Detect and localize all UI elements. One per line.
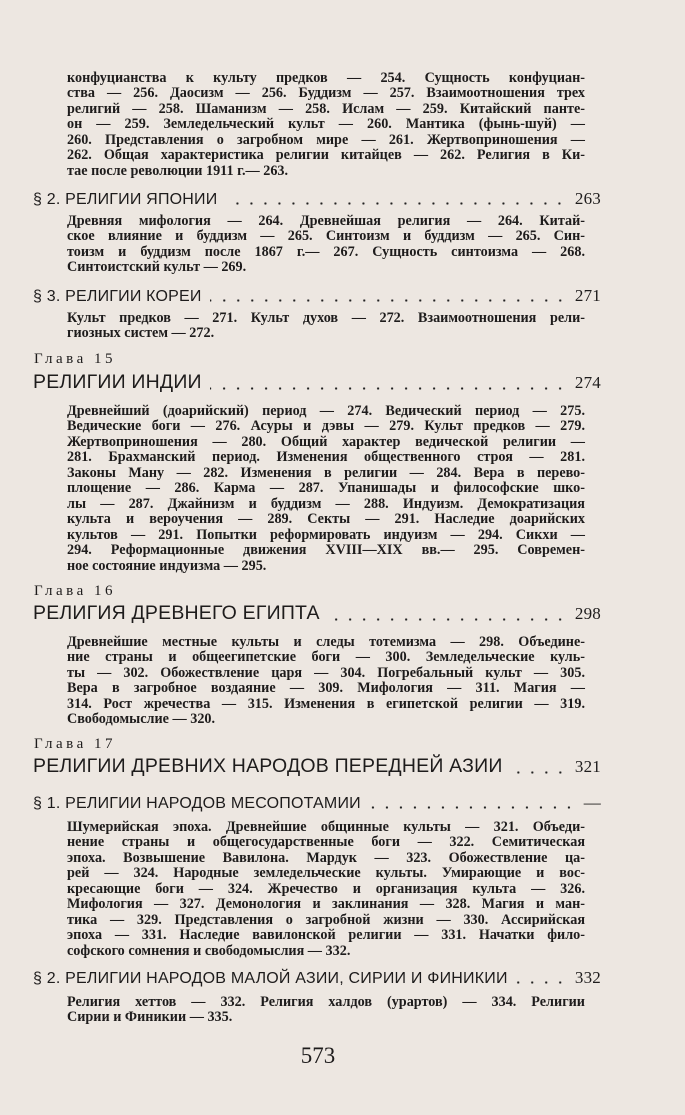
text-line: гиозных систем — 272. [67, 325, 215, 342]
text-line: Древнейшие местные культы и следы тотемизма — 298. Объедине- [67, 634, 585, 650]
text-line: эпоха — 331. Наследие вавилонской религии — 331. Начатки фило- [67, 927, 585, 944]
toc-entry-mesopotamia[interactable] [33, 793, 601, 813]
text-line: тоизм и буддизм после 1867 г.— 267. Сущность синтоизма — 268. [67, 243, 585, 260]
text-line: ства — 256. Даосизм — 256. Буддизм — 257. Взаимоотношения трех [67, 85, 585, 102]
dot-leader [369, 806, 576, 809]
text-line: 314. Рост жречества — 315. Изменения в египетской религии — 319. [67, 695, 585, 712]
entry-page: 298 [574, 604, 601, 623]
text-line: культов — 291. Попытки реформировать индуизм — 294. Сикхи — [67, 526, 585, 543]
toc-entry-japan[interactable] [33, 189, 601, 209]
chapter-label-16: Глава 16 [34, 583, 116, 599]
text-line: Ведические боги — 276. Асуры и дэвы — 279. Культ предков — 279. [67, 418, 585, 435]
text-line: тика — 329. Представления о загробной жизни — 330. Ассирийская [67, 911, 585, 928]
entry-page: 263 [574, 189, 601, 208]
entry-page: 332 [574, 968, 601, 987]
toc-entry-india[interactable] [33, 371, 601, 394]
dot-leader [225, 202, 566, 205]
entry-label: РЕЛИГИИ ИНДИИ [33, 371, 202, 393]
text-line: тае после революции 1911 г.— 263. [67, 162, 289, 179]
text-line: эпоха. Возвышение Вавилона. Мардук — 323. Обожествление ца- [67, 849, 585, 866]
text-line: нение страны и общегосударственные боги — 322. Семитическая [67, 834, 585, 851]
text-line: Культ предков — 271. Культ духов — 272. Взаимоотношения рели- [67, 310, 585, 326]
entry-label: РЕЛИГИИ ДРЕВНИХ НАРОДОВ ПЕРЕДНЕЙ АЗИИ [33, 755, 503, 777]
text-line: ское влияние и буддизм — 265. Синтоизм и буддизм — 265. Син- [67, 228, 585, 245]
entry-page: 321 [574, 757, 601, 776]
text-line: ние страны и общеегипетские боги — 300. Земледельческие куль- [67, 649, 585, 666]
toc-description-egypt [67, 635, 585, 728]
text-line: лы — 287. Джайнизм и буддизм — 288. Индуизм. Демократизация [67, 495, 585, 512]
chapter-label-15: Глава 15 [34, 351, 116, 367]
text-line: ты — 302. Обожествление царя — 304. Погребальный культ — 305. [67, 664, 585, 681]
dot-leader [511, 771, 567, 774]
entry-label: § 2. РЕЛИГИИ ЯПОНИИ [33, 191, 218, 208]
text-line: Древнейший (доарийский) период — 274. Ведический период — 275. [67, 403, 585, 419]
text-line: Свободомыслие — 320. [67, 711, 216, 728]
toc-description-china [67, 71, 585, 179]
text-line: Синтоистский культ — 269. [67, 259, 247, 276]
text-line: Законы Ману — 282. Изменения в религии — 284. Вера в перево- [67, 464, 585, 481]
text-line: культа и вероучения — 289. Секты — 291. Наследие доарийских [67, 511, 585, 528]
text-line: площение — 286. Карма — 287. Упанишады и философские шко- [67, 480, 585, 497]
text-line: софского сомнения и свободомыслия — 332. [67, 942, 351, 959]
text-line: Древняя мифология — 264. Древнейшая религия — 264. Китай- [67, 213, 585, 229]
toc-entry-egypt[interactable] [33, 602, 601, 625]
dot-leader [516, 981, 567, 984]
text-line: Религия хеттов — 332. Религия халдов (урартов) — 334. Религии [67, 994, 585, 1010]
text-line: религий — 258. Шаманизм — 258. Ислам — 259. Китайский панте- [67, 100, 585, 117]
text-line: 260. Представления о загробном мире — 261. Жертвоприношения — [67, 131, 585, 148]
text-line: 262. Общая характеристика религии китайцев — 262. Религия в Ки- [67, 147, 585, 164]
entry-page: — [583, 793, 601, 812]
entry-page: 271 [574, 286, 601, 305]
text-line: 294. Реформационные движения XVIII—XIX вв.— 295. Современ- [67, 542, 585, 559]
toc-entry-asia-minor[interactable] [33, 968, 601, 988]
dot-leader [210, 299, 567, 302]
entry-page: 274 [574, 373, 601, 392]
text-line: Шумерийская эпоха. Древнейшие общинные культы — 321. Объеди- [67, 819, 585, 835]
text-line: Жертвоприношения — 280. Общий характер ведической религии — [67, 433, 585, 450]
text-line: Вера в загробное воздаяние — 309. Мифология — 311. Магия — [67, 680, 585, 697]
entry-label: § 2. РЕЛИГИИ НАРОДОВ МАЛОЙ АЗИИ, СИРИИ И ФИНИКИИ [33, 970, 508, 987]
toc-description-mesopotamia [67, 820, 585, 959]
entry-label: РЕЛИГИЯ ДРЕВНЕГО ЕГИПТА [33, 602, 320, 624]
text-line: 281. Брахманский период. Изменения общественного строя — 281. [67, 449, 585, 466]
toc-description-japan [67, 214, 585, 276]
text-line: Сирии и Финикии — 335. [67, 1009, 233, 1026]
text-line: он — 259. Земледельческий культ — 260. Мантика (фынь-шуй) — [67, 116, 585, 133]
toc-entry-near-east[interactable] [33, 755, 601, 778]
toc-description-asia-minor [67, 995, 585, 1026]
toc-entry-korea[interactable] [33, 286, 601, 306]
page-number: 573 [300, 1043, 336, 1068]
text-line: Мифология — 327. Демонология и заклинания — 328. Магия и ман- [67, 896, 585, 913]
entry-label: § 1. РЕЛИГИИ НАРОДОВ МЕСОПОТАМИИ [33, 795, 361, 812]
toc-description-india [67, 404, 585, 574]
text-line: кресающие боги — 324. Жречество и организация культа — 326. [67, 880, 585, 897]
toc-description-korea [67, 311, 585, 342]
entry-label: § 3. РЕЛИГИИ КОРЕИ [33, 288, 202, 305]
text-line: рей — 324. Народные земледельческие культы. Умирающие и вос- [67, 865, 585, 882]
chapter-label-17: Глава 17 [34, 736, 116, 752]
text-line: ное состояние индуизма — 295. [67, 557, 267, 574]
dot-leader [328, 618, 567, 621]
dot-leader [210, 387, 567, 390]
text-line: конфуцианства к культу предков — 254. Сущность конфуциан- [67, 70, 585, 86]
